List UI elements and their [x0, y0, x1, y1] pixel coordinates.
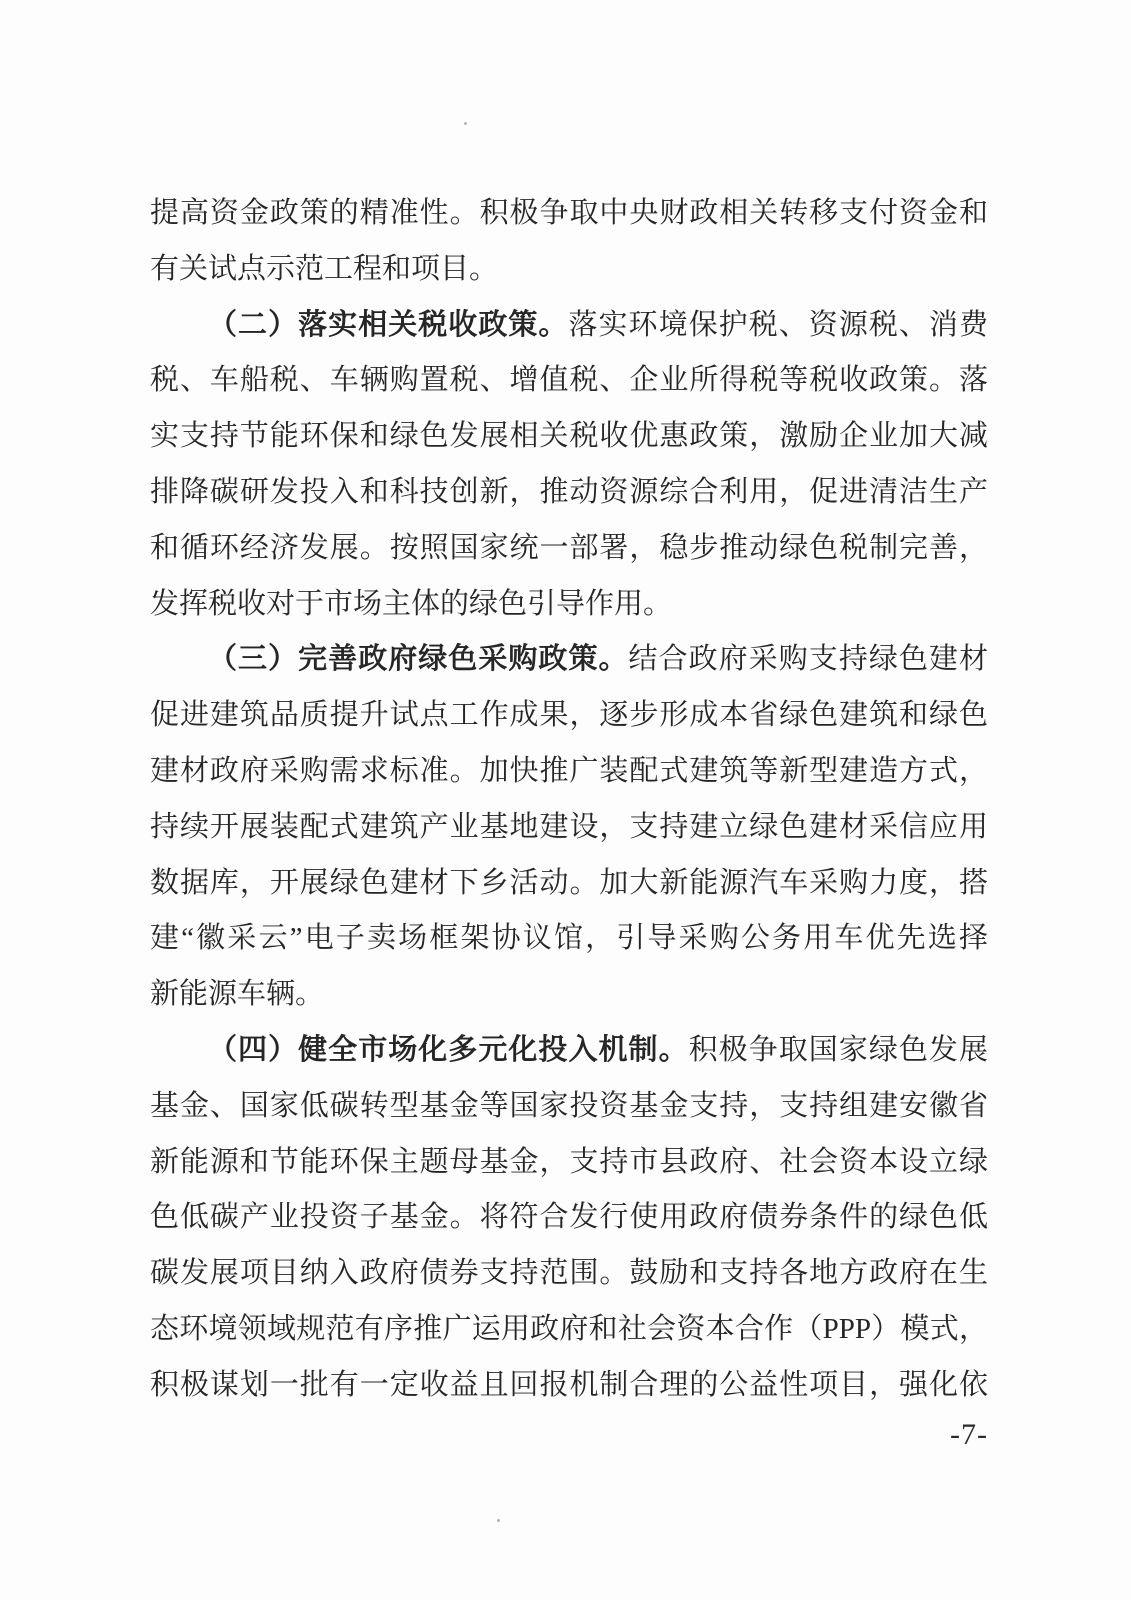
body-text: 建材政府采购需求标准。加快推广装配式建筑等新型建造方式， [150, 754, 988, 787]
text-line [150, 1190, 988, 1246]
body-text: 色低碳产业投资子基金。将符合发行使用政府债券条件的绿色低 [150, 1201, 988, 1234]
text-line [150, 967, 988, 1023]
scan-speck [464, 122, 467, 125]
body-text: 实支持节能环保和绿色发展相关税收优惠政策，激励企业加大减 [150, 420, 988, 453]
text-line [150, 409, 988, 465]
text-line [150, 353, 988, 409]
text-line [150, 911, 988, 967]
body-text: 数据库，开展绿色建材下乡活动。加大新能源汽车采购力度，搭 [150, 866, 988, 899]
text-line [150, 298, 988, 354]
text-line [150, 856, 988, 912]
body-text: 建“徽采云”电子卖场框架协议馆，引导采购公务用车优先选择 [150, 922, 988, 955]
body-text: 有关试点示范工程和项目。 [150, 252, 499, 285]
document-body [150, 186, 988, 1414]
body-text: 和循环经济发展。按照国家统一部署，稳步推动绿色税制完善， [150, 531, 988, 564]
text-line [150, 1023, 988, 1079]
body-text: 新能源车辆。 [150, 978, 325, 1011]
paragraph [150, 186, 988, 298]
text-line [150, 1079, 988, 1135]
body-text: 基金、国家低碳转型基金等国家投资基金支持，支持组建安徽省 [150, 1089, 988, 1122]
text-line [150, 1302, 988, 1358]
text-line [150, 632, 988, 688]
text-line [150, 744, 988, 800]
text-line [150, 800, 988, 856]
scan-speck [497, 1519, 500, 1522]
text-line [150, 465, 988, 521]
paragraph [150, 632, 988, 1023]
paragraph [150, 1023, 988, 1414]
paragraph [150, 298, 988, 633]
text-line [150, 521, 988, 577]
body-text: 落实环境保护税、资源税、消费 [568, 308, 988, 341]
body-text: 税、车船税、车辆购置税、增值税、企业所得税等税收政策。落 [150, 364, 988, 397]
text-line [150, 1135, 988, 1191]
text-line [150, 577, 988, 633]
section-heading-text: （二）落实相关税收政策。 [208, 308, 569, 341]
body-text: 发挥税收对于市场主体的绿色引导作用。 [150, 587, 673, 620]
text-line [150, 1246, 988, 1302]
section-heading-text: （三）完善政府绿色采购政策。 [208, 643, 629, 676]
text-line [150, 688, 988, 744]
body-text: 态环境领域规范有序推广运用政府和社会资本合作（PPP）模式， [150, 1312, 988, 1345]
text-line [150, 1358, 988, 1414]
body-text: 积极争取国家绿色发展 [688, 1033, 988, 1066]
body-text: 提高资金政策的精准性。积极争取中央财政相关转移支付资金和 [150, 197, 988, 229]
body-text: 排降碳研发投入和科技创新，推动资源综合利用，促进清洁生产 [150, 475, 988, 508]
body-text: 持续开展装配式建筑产业基地建设，支持建立绿色建材采信应用 [150, 810, 988, 843]
body-text: 结合政府采购支持绿色建材 [628, 643, 988, 676]
page-number: -7- [950, 1418, 988, 1451]
body-text: 新能源和节能环保主题母基金，支持市县政府、社会资本设立绿 [150, 1145, 988, 1178]
body-text: 积极谋划一批有一定收益且回报机制合理的公益性项目，强化依 [150, 1368, 988, 1401]
text-line [150, 242, 988, 298]
body-text: 促进建筑品质提升试点工作成果，逐步形成本省绿色建筑和绿色 [150, 699, 988, 732]
section-heading-text: （四）健全市场化多元化投入机制。 [208, 1033, 689, 1066]
text-line [150, 186, 988, 242]
body-text: 碳发展项目纳入政府债券支持范围。鼓励和支持各地方政府在生 [150, 1257, 988, 1290]
